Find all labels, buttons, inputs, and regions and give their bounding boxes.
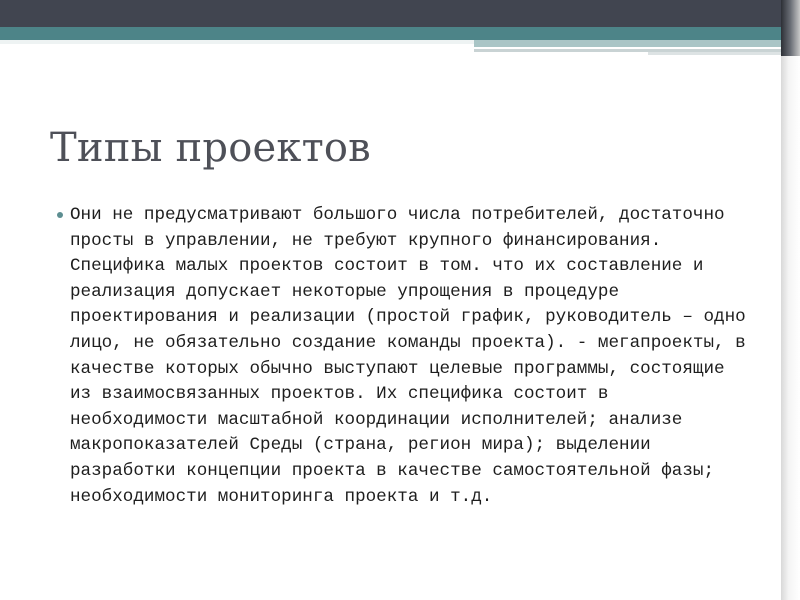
header-band-white-strip	[0, 40, 474, 44]
bullet-dot-icon	[57, 212, 63, 218]
list-item	[54, 203, 754, 510]
bullet-text: Они не предусматривают большого числа потребителей, достаточно просты в управлении, не требуют крупного финансирования. Специфика малых проектов состоит в том. что их составление и реализация допускает некоторые упрощения в процедуре проектирования и реализации (простой график, руководитель – одно лицо, не обязательно создание команды проекта). - мегапроекты, в качестве которых обычно выступают целевые программы, состоящие из взаимосвязанных проектов. Их специфика состоит в необходимости масштабной координации исполнителей; анализе макропоказателей Среды (страна, регион мира); выделении разработки концепции проекта в качестве самостоятельной фазы; необходимости мониторинга проекта и т.д.	[70, 205, 746, 507]
bullet-list	[54, 203, 754, 510]
header-short-line	[648, 52, 781, 55]
header-band-dark	[0, 0, 781, 27]
slide-edge-shadow	[781, 0, 800, 600]
header-band-light-teal	[474, 40, 781, 47]
header-band-teal	[0, 27, 781, 40]
page-title: Типы проектов	[50, 125, 371, 171]
slide-edge-shadow-top	[781, 0, 800, 56]
